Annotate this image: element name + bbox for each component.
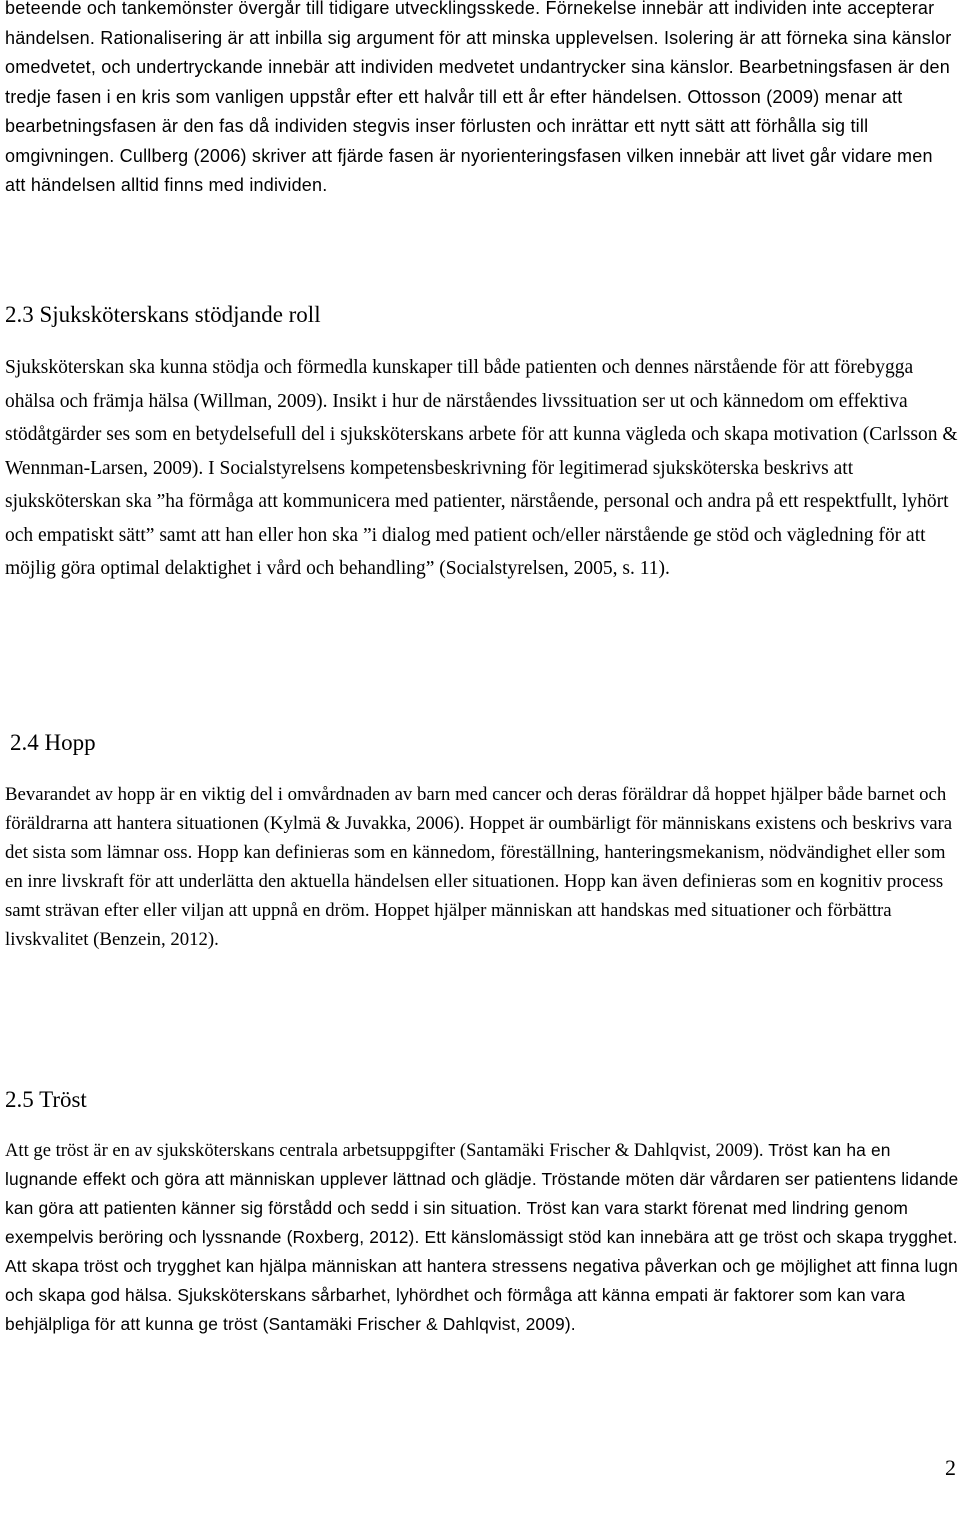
intro-paragraph: beteende och tankemönster övergår till tidigare utvecklingsskede. Förnekelse innebär att individen inte accepterar händelsen. Rationalisering är att inbilla sig argument för att minska upplevelsen. Isolering är att förneka sina känslor omedvetet, och undertryckande innebär att individen medvetet undantrycker sina känslor. Bearbetningsfasen är den tredje fasen i en kris som vanligen uppstår efter ett halvår till ett år efter händelsen. Ottosson (2009) menar att bearbetningsfasen är den fas då individen stegvis inser förlusten och inrättar ett nytt sätt att förhålla sig till omgivningen. Cullberg (2006) skriver att fjärde fasen är nyorienteringsfasen vilken innebär att livet går vidare men att händelsen alltid finns med individen. (5, 0, 952, 195)
section-2-5-text-sans: Tröst kan ha en lugnande effekt och göra att människan upplever lättnad och glädje. Tröstande möten där vårdaren ser patientens lidande kan göra att patienten känner sig förstådd och sedd i sin situation. Tröst kan vara starkt förenat med lindring genom exempelvis beröring och lyssnande (Roxberg, 2012). Ett känslomässigt stöd kan innebära att ge tröst och skapa trygghet. Att skapa tröst och trygghet kan hjälpa människan att hantera stressens negativa påverkan och ge möjlighet att finna lugn och skapa god hälsa. Sjuksköterskans sårbarhet, lyhördhet och förmåga att känna empati är faktorer som kan vara behjälpliga för att kunna ge tröst (Santamäki Frischer & Dahlqvist, 2009). (5, 1140, 959, 1334)
section-heading-2-4: 2.4 Hopp (10, 730, 96, 755)
section-2-5-text-serif: Att ge tröst är en av sjuksköterskans centrala arbetsuppgifter (Santamäki Frischer & Dahlqvist, 2009). (5, 1140, 764, 1161)
section-heading-2-3: 2.3 Sjuksköterskans stödjande roll (5, 302, 321, 327)
page-number: 2 (945, 1455, 956, 1480)
section-heading-2-5: 2.5 Tröst (5, 1087, 87, 1112)
section-2-5-paragraph (5, 1136, 960, 1339)
section-2-4-paragraph: Bevarandet av hopp är en viktig del i omvårdnaden av barn med cancer och deras föräldrar då hoppet hjälper både barnet och föräldrarna att hantera situationen (Kylmä & Juvakka, 2006). Hoppet är oumbärligt för människans existens och beskrivs vara det sista som lämnar oss. Hopp kan definieras som en kännedom, föreställning, hanteringsmekanism, nödvändighet eller som en inre livskraft för att underlätta den aktuella händelsen eller situationen. Hopp kan även definieras som en kognitiv process samt strävan efter eller viljan att uppnå en dröm. Hoppet hjälper människan att handskas med situationer och förbättra livskvalitet (Benzein, 2012). (5, 784, 953, 950)
section-2-3-paragraph: Sjuksköterskan ska kunna stödja och förmedla kunskaper till både patienten och dennes närstående för att förebygga ohälsa och främja hälsa (Willman, 2009). Insikt i hur de närståendes livssituation ser ut och kännedom om effektiva stödåtgärder ses som en betydelsefull del i sjuksköterskans arbete för att kunna vägleda och skapa motivation (Carlsson & Wennman-Larsen, 2009). I Socialstyrelsens kompetensbeskrivning för legitimerad sjuksköterska beskrivs att sjuksköterskan ska ”ha förmåga att kommunicera med patienter, närstående, personal och andra på ett respektfullt, lyhört och empatiskt sätt” samt att han eller hon ska ”i dialog med patient och/eller närstående ge stöd och vägledning för att möjlig göra optimal delaktighet i vård och behandling” (Socialstyrelsen, 2005, s. 11). (5, 357, 958, 579)
